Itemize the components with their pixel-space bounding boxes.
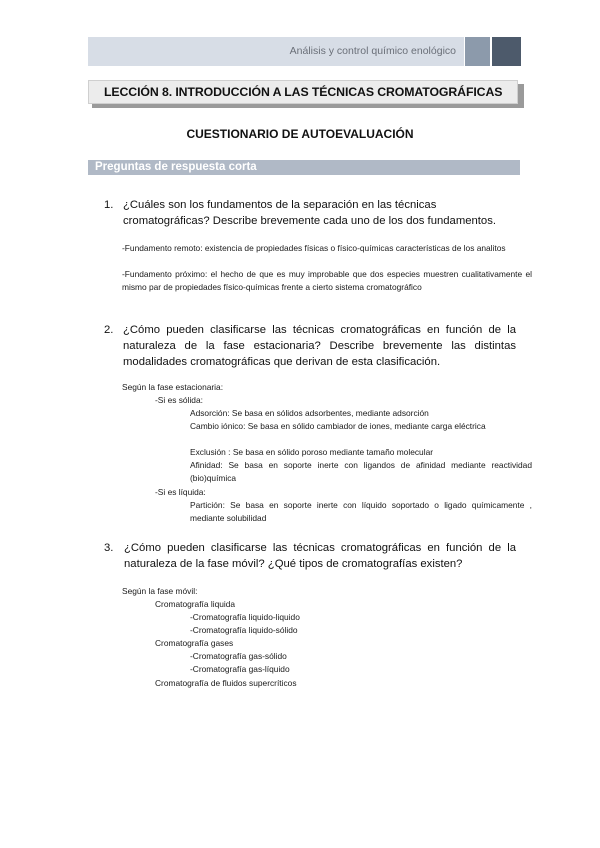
question-number: 2. [104, 324, 114, 336]
answer-3-gas-item: -Cromatografía gas-líquido [190, 664, 290, 674]
question-2 [104, 322, 516, 370]
answer-2-solid-item: Exclusión : Se basa en sólido poroso mediante tamaño molecular [190, 447, 434, 457]
question-text: ¿Cómo pueden clasificarse las técnicas cromatográficas en función de la naturaleza de la fase móvil? ¿Qué tipos de cromatografías existen? [124, 542, 516, 570]
question-3 [104, 540, 516, 572]
answer-3-gas-label: Cromatografía gases [155, 638, 234, 648]
answer-2-solid-item: Afinidad: Se basa en soporte inerte con ligandos de afinidad mediante reactividad (bio)química [190, 460, 532, 483]
answer-3-liquid-item: -Cromatografía liquido-sólido [190, 625, 298, 635]
answer-2-solid-label: -Si es sólida: [155, 395, 203, 405]
answer-3-fluid-label: Cromatografía de fluidos supercríticos [155, 678, 297, 688]
answer-3-gas-item: -Cromatografía gas-sólido [190, 651, 287, 661]
section-label: Preguntas de respuesta corta [95, 161, 257, 173]
header-accent-light [465, 37, 490, 66]
answer-2-solid-item: Adsorción: Se basa en sólidos adsorbentes, mediante adsorción [190, 408, 429, 418]
question-number: 1. [104, 199, 114, 211]
running-title: Análisis y control químico enológico [289, 45, 456, 57]
question-text: ¿Cómo pueden clasificarse las técnicas cromatográficas en función de la naturaleza de la fase estacionaria? Describe brevemente las distintas modalidades cromatográficas que derivan de esta clasificación. [123, 324, 516, 368]
question-text: ¿Cuáles son los fundamentos de la separación en las técnicas cromatográficas? Describe brevemente cada uno de los dos fundamentos. [123, 199, 497, 227]
question-1 [104, 197, 516, 229]
answer-1-proximate: -Fundamento próximo: el hecho de que es muy improbable que dos especies muestren cualitativamente el mismo par de propiedades físico-químicas frente a cierto sistema cromatográfico [122, 269, 532, 292]
answer-2-solid-item: Cambio iónico: Se basa en sólido cambiador de iones, mediante carga eléctrica [190, 421, 486, 431]
quiz-title: CUESTIONARIO DE AUTOEVALUACIÓN [186, 127, 414, 141]
answer-2-liquid-label: -Si es líquida: [155, 487, 206, 497]
answer-3-liquid-label: Cromatografía liquida [155, 599, 236, 609]
answer-1-remote: -Fundamento remoto: existencia de propiedades físicas o físico-químicas características de los analitos [122, 243, 506, 253]
answer-2-intro: Según la fase estacionaria: [122, 382, 224, 392]
answer-3-liquid-item: -Cromatografía liquido-liquido [190, 612, 300, 622]
answer-3-intro: Según la fase móvil: [122, 586, 198, 596]
lesson-title: LECCIÓN 8. INTRODUCCIÓN A LAS TÉCNICAS CROMATOGRÁFICAS [104, 85, 503, 99]
answer-2-liquid-item: Partición: Se basa en soporte inerte con líquido soportado o ligado químicamente , mediante solubilidad [190, 500, 532, 523]
question-number: 3. [104, 542, 114, 554]
header-accent-dark [492, 37, 521, 66]
